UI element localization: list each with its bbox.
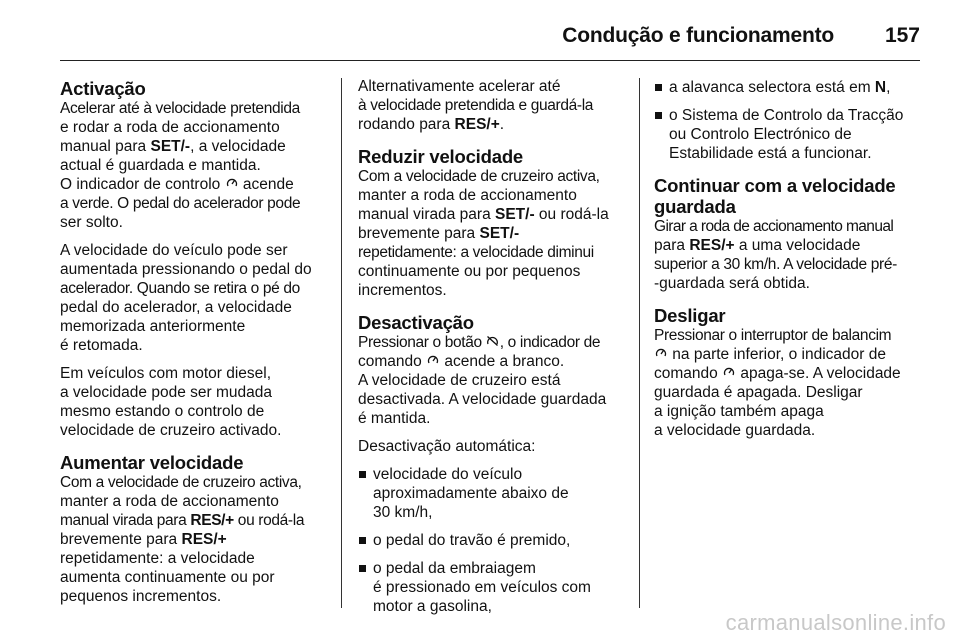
section-deactivation	[358, 312, 626, 616]
text-line: Com a velocidade de cruzeiro activa,	[358, 168, 600, 185]
text-line: mesmo estando o controlo de	[60, 403, 265, 420]
section-heading	[654, 175, 926, 217]
text-line: é retomada.	[60, 337, 143, 354]
text-line	[60, 175, 330, 194]
text-line	[654, 345, 926, 364]
column-3	[654, 78, 926, 452]
paragraph	[654, 217, 926, 293]
text-run: acende	[238, 176, 294, 193]
text-run: rodando para	[358, 116, 455, 133]
text-run: manual virada para	[60, 512, 191, 529]
text-line: memorizada anteriormente	[60, 318, 246, 335]
list-item	[358, 559, 626, 616]
text-line: ser solto.	[60, 214, 123, 231]
text-run: comando	[654, 365, 723, 382]
list-item	[654, 106, 926, 163]
text-line: superior a 30 km/h. A velocidade pré-	[654, 256, 897, 273]
section-heading: Desactivação	[358, 312, 474, 333]
text-run: a uma velocidade	[734, 237, 861, 254]
text-run: comando	[358, 353, 427, 370]
text-line: acelerador. Quando se retira o pé do	[60, 280, 300, 297]
cruise-cancel-button-icon	[486, 333, 500, 352]
text-line: 30 km/h,	[373, 504, 433, 521]
cruise-control-indicator-icon	[225, 175, 239, 194]
watermark: carmanualsonline.info	[725, 610, 946, 635]
control-label: RES/+	[181, 531, 227, 548]
text-line: repetidamente: a velocidade	[60, 550, 255, 567]
text-line	[654, 236, 926, 255]
bullet-list	[654, 78, 926, 163]
paragraph	[358, 333, 626, 428]
text-line: a velocidade pode ser mudada	[60, 384, 272, 401]
text-line	[654, 364, 926, 383]
control-label: RES/+	[454, 116, 500, 133]
text-run: brevemente para	[358, 225, 480, 242]
text-line	[358, 205, 626, 224]
section-reduce-speed	[358, 146, 626, 300]
text-run: Pressionar o botão	[358, 334, 486, 351]
text-line: A velocidade do veículo pode ser	[60, 242, 288, 259]
text-run: .	[499, 116, 505, 133]
list-item	[358, 531, 626, 550]
control-label: N	[874, 79, 887, 96]
page-header	[60, 18, 920, 61]
text-line: ou Controlo Electrónico de	[669, 126, 852, 143]
text-line: Estabilidade está a funcionar.	[669, 145, 872, 162]
paragraph: Desactivação automática:	[358, 438, 536, 455]
column-divider	[341, 78, 342, 608]
section-heading: Activação	[60, 78, 146, 99]
section-heading: Aumentar velocidade	[60, 452, 244, 473]
text-run: apaga-se. A velocidade	[736, 365, 901, 382]
cruise-control-indicator-icon	[426, 352, 440, 371]
text-line: velocidade de cruzeiro activado.	[60, 422, 282, 439]
text-line: Girar a roda de accionamento manual	[654, 218, 894, 235]
text-line	[358, 352, 626, 371]
text-line: Alternativamente acelerar até	[358, 78, 561, 95]
text-line: é mantida.	[358, 410, 431, 427]
column-2	[358, 77, 626, 628]
heading-line: Continuar com a velocidade	[654, 175, 896, 196]
text-run: , o indicador de	[499, 334, 601, 351]
text-line	[669, 78, 926, 97]
cruise-control-indicator-icon	[654, 345, 668, 364]
cruise-control-indicator-icon	[722, 364, 736, 383]
text-line: a ignição também apaga	[654, 403, 824, 420]
text-line	[358, 224, 626, 243]
control-label: RES/+	[190, 512, 234, 529]
text-line: e rodar a roda de accionamento	[60, 119, 280, 136]
text-line	[60, 530, 330, 549]
text-line: é pressionado em veículos com	[373, 579, 591, 596]
list-item	[654, 78, 926, 97]
text-line: pedal do acelerador, a velocidade	[60, 299, 292, 316]
text-run: a alavanca selectora está em	[669, 79, 875, 96]
text-line: manter a roda de accionamento	[358, 187, 577, 204]
text-run: brevemente para	[60, 531, 182, 548]
heading-line: guardada	[654, 196, 736, 217]
control-label: SET/-	[495, 206, 535, 223]
paragraph	[60, 473, 330, 606]
text-line	[358, 333, 626, 352]
text-line: Acelerar até à velocidade pretendida	[60, 100, 300, 117]
text-line: à velocidade pretendida e guardá-la	[358, 97, 594, 114]
text-line: o Sistema de Controlo da Tracção	[669, 107, 904, 124]
text-line: aproximadamente abaixo de	[373, 485, 569, 502]
text-run: , a velocidade	[190, 138, 286, 155]
paragraph	[60, 99, 330, 232]
text-line: pequenos incrementos.	[60, 588, 222, 605]
text-line: motor a gasolina,	[373, 598, 492, 615]
text-line: o pedal do travão é premido,	[373, 532, 571, 549]
text-run: manual virada para	[358, 206, 495, 223]
text-line: Com a velocidade de cruzeiro activa,	[60, 474, 302, 491]
text-line: o pedal da embraiagem	[373, 560, 536, 577]
text-line	[358, 115, 626, 134]
control-label: SET/-	[150, 138, 191, 155]
text-line: aumenta continuamente ou por	[60, 569, 275, 586]
paragraph	[654, 326, 926, 440]
paragraph	[60, 364, 330, 440]
list-item	[358, 465, 626, 522]
page-number: 157	[884, 24, 920, 47]
control-label: RES/+	[689, 237, 735, 254]
text-line: Em veículos com motor diesel,	[60, 365, 272, 382]
text-run: manual para	[60, 138, 151, 155]
text-line: Pressionar o interruptor de balancim	[654, 327, 892, 344]
bullet-list	[358, 465, 626, 616]
text-line: desactivada. A velocidade guardada	[358, 391, 607, 408]
column-1	[60, 78, 330, 618]
text-line: -guardada será obtida.	[654, 275, 810, 292]
text-run: ou rodá-la	[233, 512, 305, 529]
section-increase-speed	[60, 452, 330, 606]
paragraph	[60, 241, 330, 355]
text-line: aumentada pressionando o pedal do	[60, 261, 312, 278]
text-line: a velocidade guardada.	[654, 422, 816, 439]
section-activation	[60, 78, 330, 440]
text-line: continuamente ou por pequenos	[358, 263, 581, 280]
section-heading: Desligar	[654, 305, 726, 326]
text-line	[60, 511, 330, 530]
text-line: repetidamente: a velocidade diminui	[358, 244, 594, 261]
text-line	[60, 137, 330, 156]
text-line: velocidade do veículo	[373, 466, 523, 483]
paragraph	[358, 167, 626, 300]
text-run: ,	[886, 79, 891, 96]
text-line: a verde. O pedal do acelerador pode	[60, 195, 301, 212]
text-line: A velocidade de cruzeiro está	[358, 372, 561, 389]
section-continue-stored-speed	[654, 175, 926, 293]
column-divider	[639, 78, 640, 608]
text-run: para	[654, 237, 690, 254]
page-title: Condução e funcionamento	[562, 24, 834, 47]
section-switch-off	[654, 305, 926, 440]
text-line: guardada é apagada. Desligar	[654, 384, 863, 401]
text-run: O indicador de controlo	[60, 176, 225, 193]
text-line: incrementos.	[358, 282, 447, 299]
text-run: na parte inferior, o indicador de	[668, 346, 886, 363]
text-run: ou rodá-la	[534, 206, 609, 223]
text-line: manter a roda de accionamento	[60, 493, 279, 510]
control-label: SET/-	[479, 225, 520, 242]
section-heading: Reduzir velocidade	[358, 146, 524, 167]
paragraph	[358, 77, 626, 134]
text-line: actual é guardada e mantida.	[60, 157, 261, 174]
text-run: acende a branco.	[440, 353, 565, 370]
